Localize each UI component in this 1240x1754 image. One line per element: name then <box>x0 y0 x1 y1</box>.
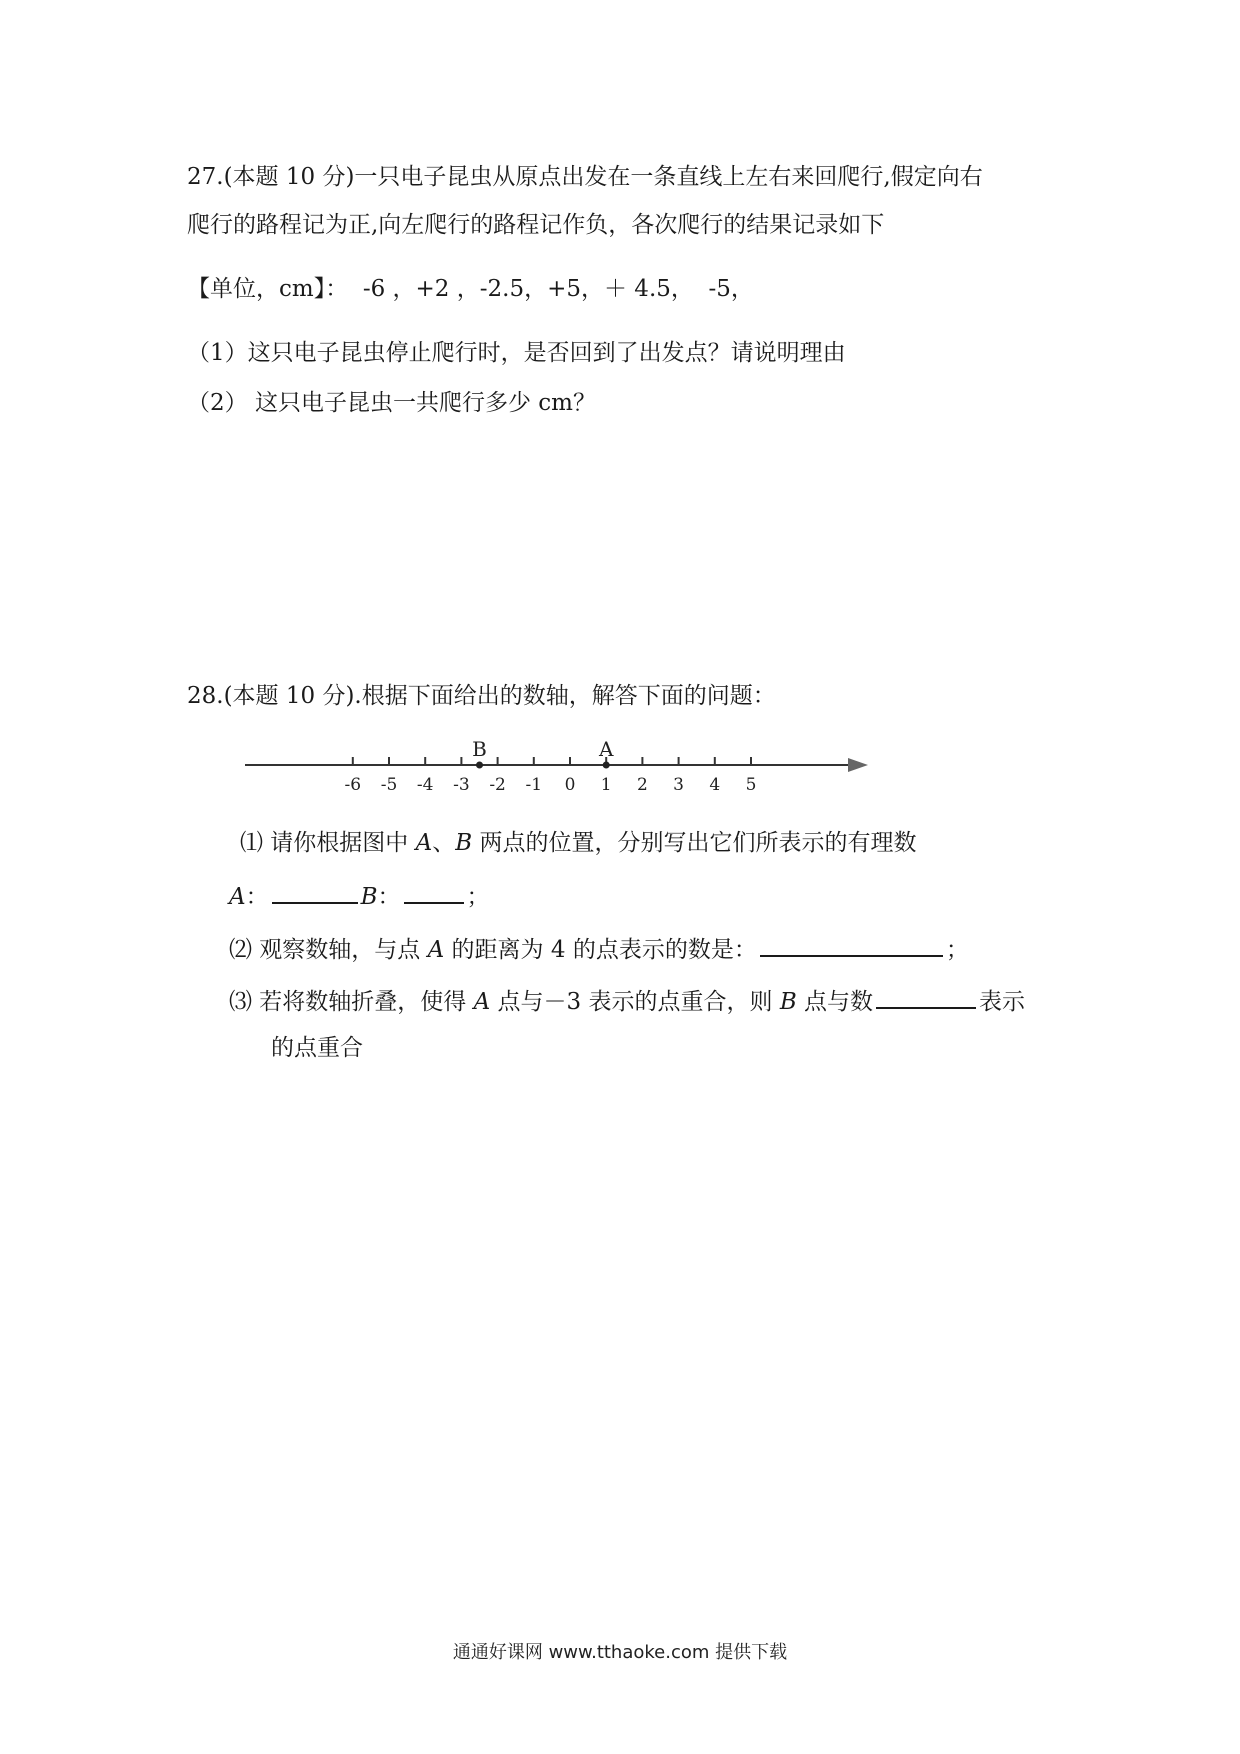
q28-sub-3-text-c: 点与数 <box>796 989 874 1015</box>
q28-sub-question-1 <box>240 828 916 858</box>
q28-answer-row <box>229 880 490 912</box>
answer-row-end: ； <box>466 884 490 910</box>
q28-sub-1-var-a: A <box>415 830 433 856</box>
number-line-tick-label: -6 <box>344 775 362 795</box>
q28-sub-3-var-b: B <box>779 989 797 1015</box>
number-line-tick-label: 1 <box>600 775 612 795</box>
answer-b-blank[interactable] <box>404 880 464 904</box>
number-line-tick-label: -3 <box>453 775 470 795</box>
answer-b-label: B <box>360 884 378 910</box>
q28-sub-1-text-b: 两点的位置，分别写出它们所表示的有理数 <box>472 830 917 856</box>
q27-data-record: 【单位，cm】： -6 ，+2 ，-2.5，+5，＋ 4.5， -5， <box>187 276 754 302</box>
number-line-tick-label: 5 <box>745 775 757 795</box>
q28-sub-2-end: ； <box>945 937 969 963</box>
number-line-point-a <box>603 762 610 769</box>
footer-download-note: 通通好课网 www.tthaoke.com 提供下载 <box>452 1642 788 1663</box>
number-line <box>0 730 1240 800</box>
answer-a-label: A <box>229 884 246 910</box>
q27-line-1: 27.(本题 10 分)一只电子昆虫从原点出发在一条直线上左右来回爬行,假定向右 <box>187 164 983 190</box>
q28-sub-question-2 <box>229 933 969 965</box>
number-line-arrow-icon <box>848 758 868 772</box>
number-line-tick-label: 2 <box>636 775 648 795</box>
number-line-tick-label: -4 <box>416 775 434 795</box>
q28-sub-3-text-a: 若将数轴折叠，使得 <box>252 989 474 1015</box>
q28-title: 28.(本题 10 分).根据下面给出的数轴，解答下面的问题： <box>187 683 776 709</box>
number-line-tick-label: 4 <box>709 775 721 795</box>
answer-b-colon: ： <box>377 884 401 910</box>
number-line-tick-label: -1 <box>525 775 543 795</box>
q27-sub-question-1: （1）这只电子昆虫停止爬行时，是否回到了出发点？请说明理由 <box>187 340 846 366</box>
q28-sub-3-number: ⑶ <box>229 989 252 1015</box>
number-line-tick-label: 0 <box>564 775 576 795</box>
q28-sub-3-text-b: 点与－3 表示的点重合，则 <box>490 989 780 1015</box>
q28-sub-1-number: ⑴ <box>240 830 263 856</box>
q27-sub-question-2: （2） 这只电子昆虫一共爬行多少 cm？ <box>187 390 596 416</box>
q28-sub-question-3 <box>229 985 1025 1017</box>
distance-answer-blank[interactable] <box>760 933 943 957</box>
number-line-point-label-a: A <box>598 737 614 761</box>
q28-sub-2-number: ⑵ <box>229 937 252 963</box>
q28-sub-question-3-line-2: 的点重合 <box>271 1035 363 1061</box>
q28-sub-3-text-d: 表示 <box>979 989 1026 1015</box>
number-line-point-label-b: B <box>472 737 487 761</box>
fold-answer-blank[interactable] <box>876 985 976 1009</box>
answer-a-blank[interactable] <box>272 880 358 904</box>
q28-sub-1-text-a: 请你根据图中 <box>263 830 416 856</box>
q27-line-2: 爬行的路程记为正,向左爬行的路程记作负，各次爬行的结果记录如下 <box>187 212 885 238</box>
q28-sub-1-sep: 、 <box>432 830 456 856</box>
q28-sub-3-var-a: A <box>473 989 491 1015</box>
q28-sub-2-text-a: 观察数轴，与点 <box>252 937 428 963</box>
q28-sub-2-text-b: 的距离为 4 的点表示的数是： <box>444 937 757 963</box>
number-line-tick-label: -2 <box>489 775 506 795</box>
answer-a-colon: ： <box>245 884 269 910</box>
q28-sub-2-var-a: A <box>427 937 445 963</box>
q28-sub-1-var-b: B <box>455 830 473 856</box>
number-line-point-b <box>476 762 483 769</box>
number-line-tick-label: 3 <box>673 775 685 795</box>
number-line-tick-label: -5 <box>380 775 398 795</box>
